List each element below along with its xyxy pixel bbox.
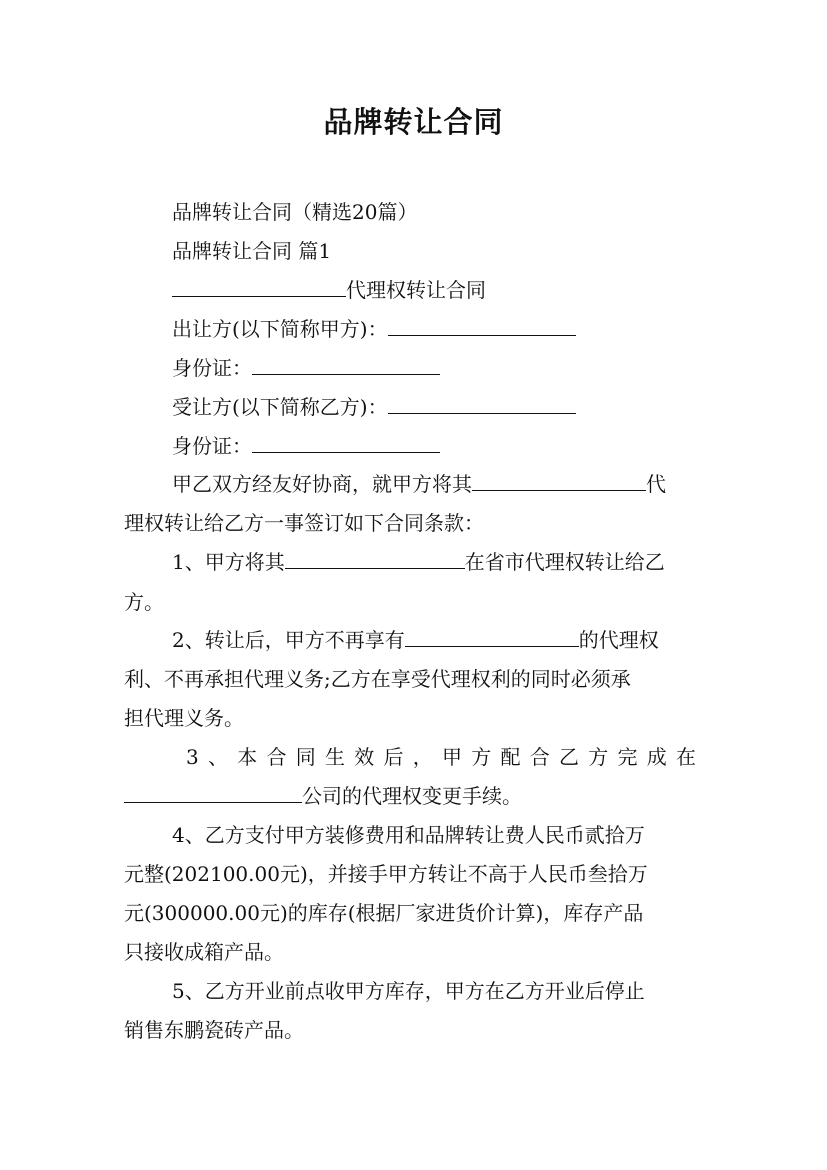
clause2-line-3: 担代理义务。 <box>124 706 244 730</box>
clause4-line-1: 4、乙方支付甲方装修费用和品牌转让费人民币贰拾万 <box>172 823 645 847</box>
contract-name-blank <box>172 278 346 297</box>
id-a-blank <box>252 356 440 375</box>
section-heading: 品牌转让合同 篇1 <box>172 239 332 263</box>
id-a-label: 身份证： <box>172 356 252 380</box>
clause2-blank <box>405 628 579 647</box>
party-a-label: 出让方(以下简称甲方)： <box>172 317 388 341</box>
clause3-part2: 公司的代理权变更手续。 <box>302 784 522 808</box>
party-b-line <box>172 393 576 421</box>
intro-part1: 甲乙双方经友好协商，就甲方将其 <box>172 472 472 496</box>
clause5-line-2: 销售东鹏瓷砖产品。 <box>124 1018 304 1042</box>
clause4-line-2: 元整(202100.00元)，并接手甲方转让不高于人民币叁拾万 <box>124 862 648 886</box>
intro-blank <box>472 472 646 491</box>
contract-name-line <box>172 276 486 304</box>
document-title: 品牌转让合同 <box>323 105 504 139</box>
id-a-line <box>172 354 440 382</box>
subtitle: 品牌转让合同（精选20篇） <box>172 200 418 224</box>
clause1-blank <box>285 550 465 569</box>
party-a-blank <box>388 317 576 336</box>
id-b-label: 身份证： <box>172 434 252 458</box>
clause4-line-3: 元(300000.00元)的库存(根据厂家进货价计算)，库存产品 <box>124 901 644 925</box>
clause3-blank <box>124 784 302 803</box>
clause1-line-2: 方。 <box>124 590 164 614</box>
intro-part2: 代 <box>646 472 666 496</box>
clause2-part1: 2、转让后，甲方不再享有 <box>172 628 405 652</box>
clause1-line-1 <box>172 548 665 576</box>
id-b-blank <box>252 434 440 453</box>
party-a-line <box>172 315 576 343</box>
clause4-line-4: 只接收成箱产品。 <box>124 940 284 964</box>
clause2-line-1 <box>172 626 659 654</box>
clause5-line-1: 5、乙方开业前点收甲方库存，甲方在乙方开业后停止 <box>172 979 645 1003</box>
intro-line-1 <box>172 470 666 498</box>
party-b-blank <box>388 395 576 414</box>
clause1-part1: 1、甲方将其 <box>172 550 285 574</box>
clause3-line-1: 3、本合同生效后，甲方配合乙方完成在 <box>186 745 700 769</box>
id-b-line <box>172 432 440 460</box>
clause1-part2: 在省市代理权转让给乙 <box>464 550 665 574</box>
contract-name: 代理权转让合同 <box>346 278 486 302</box>
clause2-line-2: 利、不再承担代理义务;乙方在享受代理权利的同时必须承 <box>124 667 631 691</box>
intro-line-2: 理权转让给乙方一事签订如下合同条款： <box>124 511 484 535</box>
party-b-label: 受让方(以下简称乙方)： <box>172 395 388 419</box>
clause3-line-2 <box>124 782 522 810</box>
clause2-part2: 的代理权 <box>578 628 659 652</box>
